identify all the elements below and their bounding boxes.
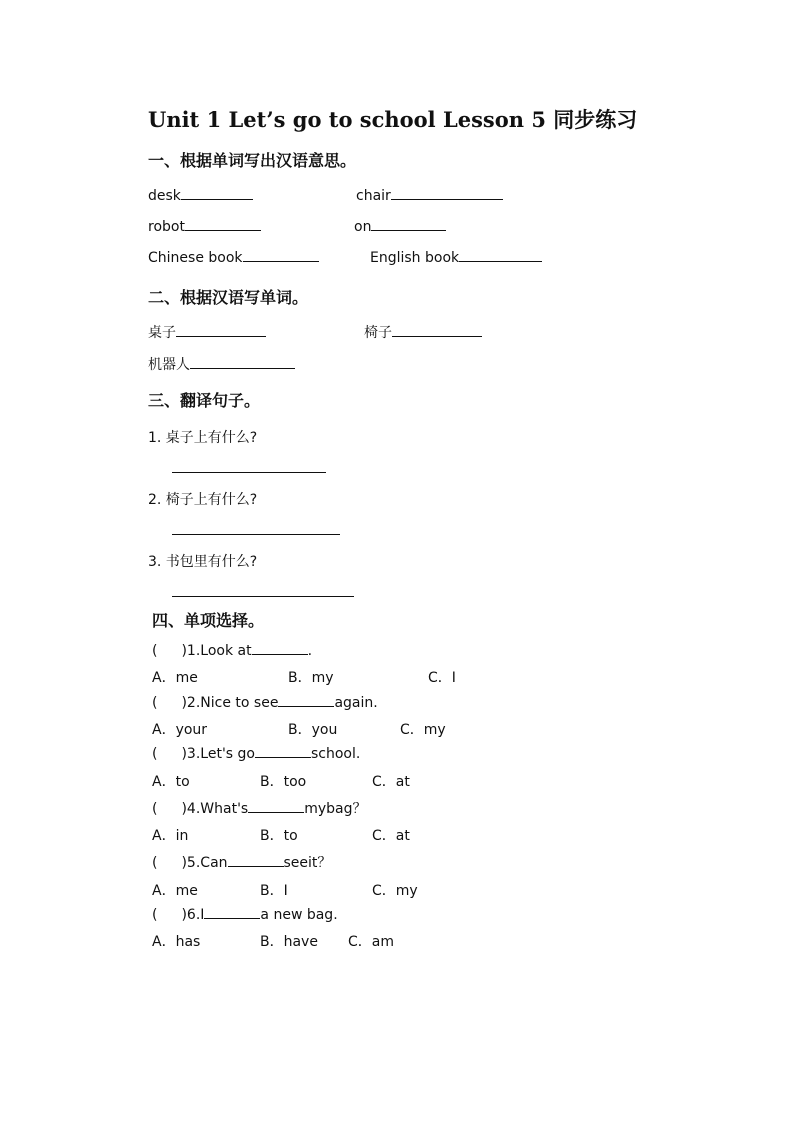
choice-question-5: ( )5.Can seeit？	[152, 855, 332, 871]
option-b[interactable]: B．to	[260, 828, 298, 844]
section-3-heading: 三、翻译句子。	[148, 391, 261, 410]
answer-blank[interactable]	[228, 854, 284, 867]
answer-blank[interactable]	[255, 745, 311, 758]
answer-blank[interactable]	[391, 187, 503, 200]
option-a[interactable]: A．me	[152, 883, 198, 899]
translate-question-3: 3. 书包里有什么?	[148, 554, 258, 570]
word-item-on: on	[354, 218, 446, 235]
option-c[interactable]: C．my	[372, 883, 418, 899]
choice-question-4: ( )4.What's mybag？	[152, 801, 367, 817]
translate-question-2: 2. 椅子上有什么?	[148, 492, 258, 508]
answer-blank[interactable]	[185, 218, 261, 231]
answer-blank[interactable]	[252, 642, 308, 655]
answer-blank[interactable]	[243, 249, 319, 262]
choice-question-2: ( )2.Nice to see again.	[152, 695, 378, 711]
option-b[interactable]: B．have	[260, 934, 318, 950]
word-item-english-book: English book	[370, 249, 542, 266]
answer-blank[interactable]	[190, 356, 295, 369]
section-2-heading: 二、根据汉语写单词。	[148, 288, 309, 307]
option-b[interactable]: B．too	[260, 774, 307, 790]
word-item-desk: desk	[148, 187, 253, 204]
answer-blank[interactable]	[278, 694, 334, 707]
choice-question-6: ( )6.I a new bag.	[152, 907, 338, 923]
option-a[interactable]: A．has	[152, 934, 201, 950]
option-a[interactable]: A．to	[152, 774, 190, 790]
option-c[interactable]: C．my	[400, 722, 446, 738]
option-a[interactable]: A．me	[152, 670, 198, 686]
option-a[interactable]: A．in	[152, 828, 189, 844]
option-b[interactable]: B．my	[288, 670, 334, 686]
option-c[interactable]: C．I	[428, 670, 456, 686]
choice-question-1: ( )1.Look at .	[152, 643, 313, 659]
cn-item-desk: 桌子	[148, 322, 266, 342]
answer-blank[interactable]	[176, 324, 266, 337]
answer-blank[interactable]	[392, 324, 482, 337]
translate-question-1: 1. 桌子上有什么?	[148, 430, 258, 446]
answer-blank[interactable]	[248, 800, 304, 813]
answer-line[interactable]	[172, 472, 326, 473]
answer-blank[interactable]	[181, 187, 253, 200]
section-4-heading: 四、单项选择。	[152, 611, 265, 630]
cn-item-robot: 机器人	[148, 354, 295, 374]
answer-blank[interactable]	[204, 906, 260, 919]
section-1-heading: 一、根据单词写出汉语意思。	[148, 151, 357, 170]
answer-blank[interactable]	[459, 249, 542, 262]
answer-blank[interactable]	[371, 218, 446, 231]
answer-line[interactable]	[172, 534, 340, 535]
option-a[interactable]: A．your	[152, 722, 208, 738]
cn-item-chair: 椅子	[364, 322, 482, 342]
answer-line[interactable]	[172, 596, 354, 597]
option-b[interactable]: B．I	[260, 883, 288, 899]
word-item-robot: robot	[148, 218, 261, 235]
word-item-chair: chair	[356, 187, 503, 204]
page-title: Unit 1 Let’s go to school Lesson 5 同步练习	[148, 107, 638, 132]
choice-question-3: ( )3.Let's go school.	[152, 746, 361, 762]
option-b[interactable]: B．you	[288, 722, 338, 738]
option-c[interactable]: C．at	[372, 774, 410, 790]
option-c[interactable]: C．am	[348, 934, 394, 950]
word-item-chinese-book: Chinese book	[148, 249, 319, 266]
option-c[interactable]: C．at	[372, 828, 410, 844]
